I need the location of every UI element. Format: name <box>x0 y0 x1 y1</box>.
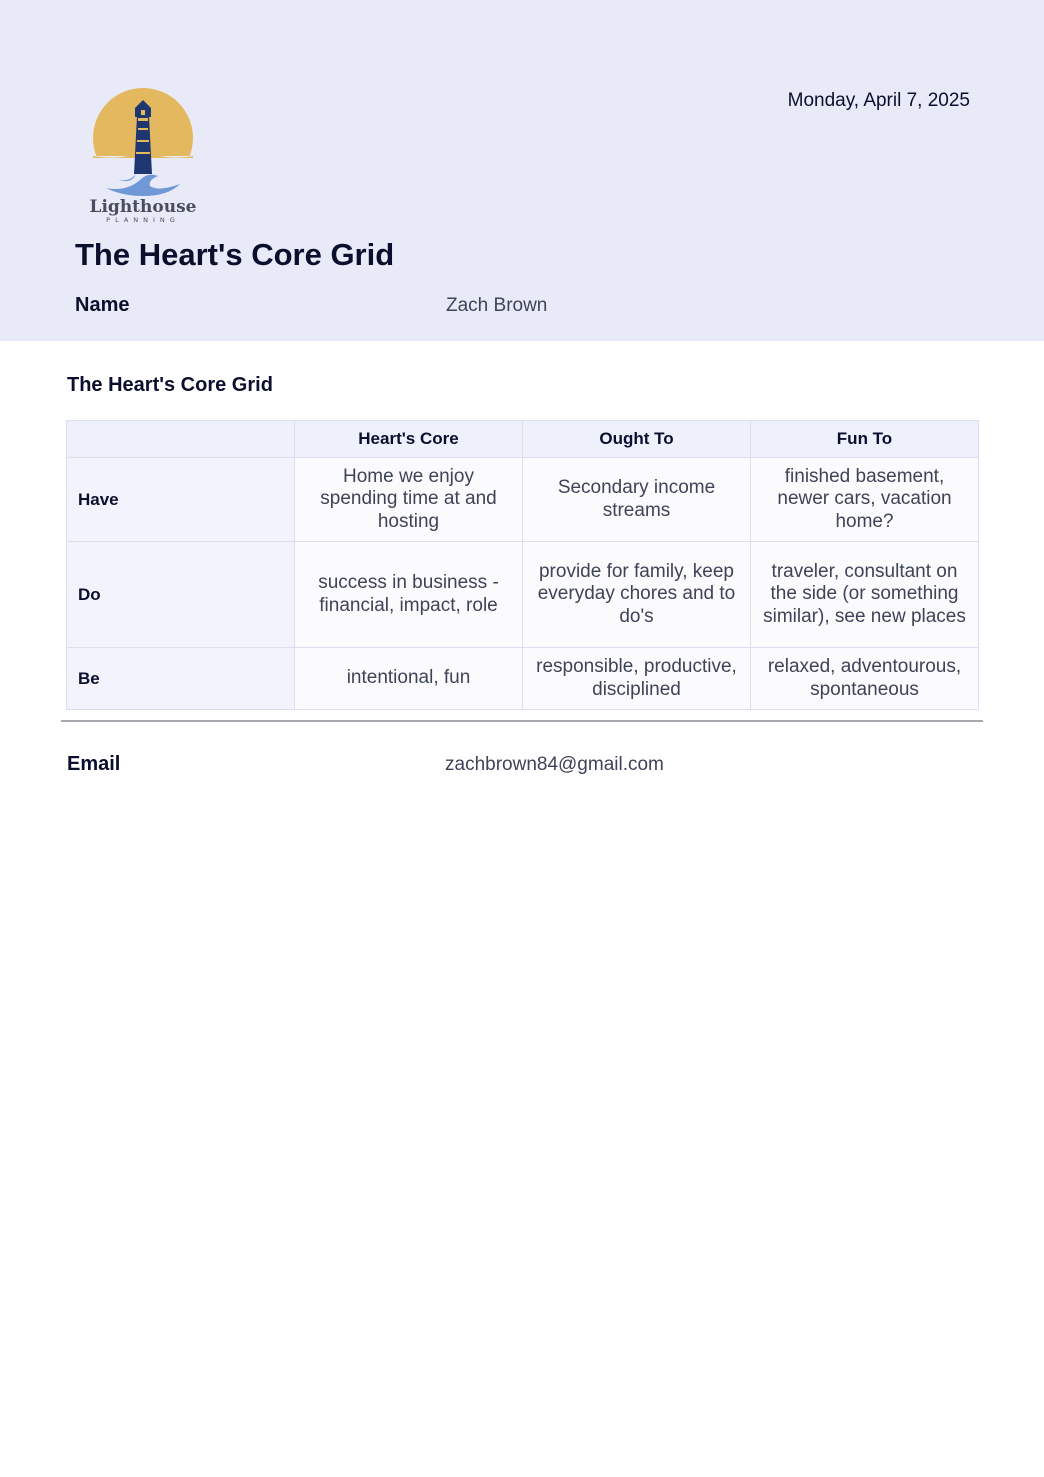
table-row <box>67 458 979 542</box>
table-cell: Home we enjoy spending time at and hosting <box>295 458 523 542</box>
page-title: The Heart's Core Grid <box>75 237 395 272</box>
table-cell: success in business - financial, impact, role <box>295 542 523 648</box>
logo-wordmark: Lighthouse <box>89 197 197 217</box>
section-title: The Heart's Core Grid <box>67 374 273 396</box>
table-cell: Secondary income streams <box>523 458 751 542</box>
document-date: Monday, April 7, 2025 <box>787 90 970 111</box>
name-value: Zach Brown <box>446 295 548 316</box>
table-header-row <box>67 421 979 458</box>
hearts-core-grid-table <box>66 420 979 710</box>
table-cell: intentional, fun <box>295 648 523 710</box>
row-label-do: Do <box>67 542 295 648</box>
column-header-fun-to: Fun To <box>751 421 979 458</box>
lighthouse-planning-logo <box>88 88 200 224</box>
email-label: Email <box>67 753 121 775</box>
name-label: Name <box>75 294 130 316</box>
email-value: zachbrown84@gmail.com <box>445 754 664 775</box>
table-row <box>67 648 979 710</box>
table-cell: finished basement, newer cars, vacation home? <box>751 458 979 542</box>
row-label-have: Have <box>67 458 295 542</box>
table-cell: responsible, productive, disciplined <box>523 648 751 710</box>
table-cell: provide for family, keep everyday chores and to do's <box>523 542 751 648</box>
column-header-ought-to: Ought To <box>523 421 751 458</box>
table-cell: relaxed, adventourous, spontaneous <box>751 648 979 710</box>
table-row <box>67 542 979 648</box>
header-band <box>0 0 1044 341</box>
column-header-hearts-core: Heart's Core <box>295 421 523 458</box>
header-corner-cell <box>67 421 295 458</box>
section-divider <box>61 720 983 722</box>
row-label-be: Be <box>67 648 295 710</box>
table-cell: traveler, consultant on the side (or something similar), see new places <box>751 542 979 648</box>
logo-tagline: PLANNING <box>106 216 180 224</box>
